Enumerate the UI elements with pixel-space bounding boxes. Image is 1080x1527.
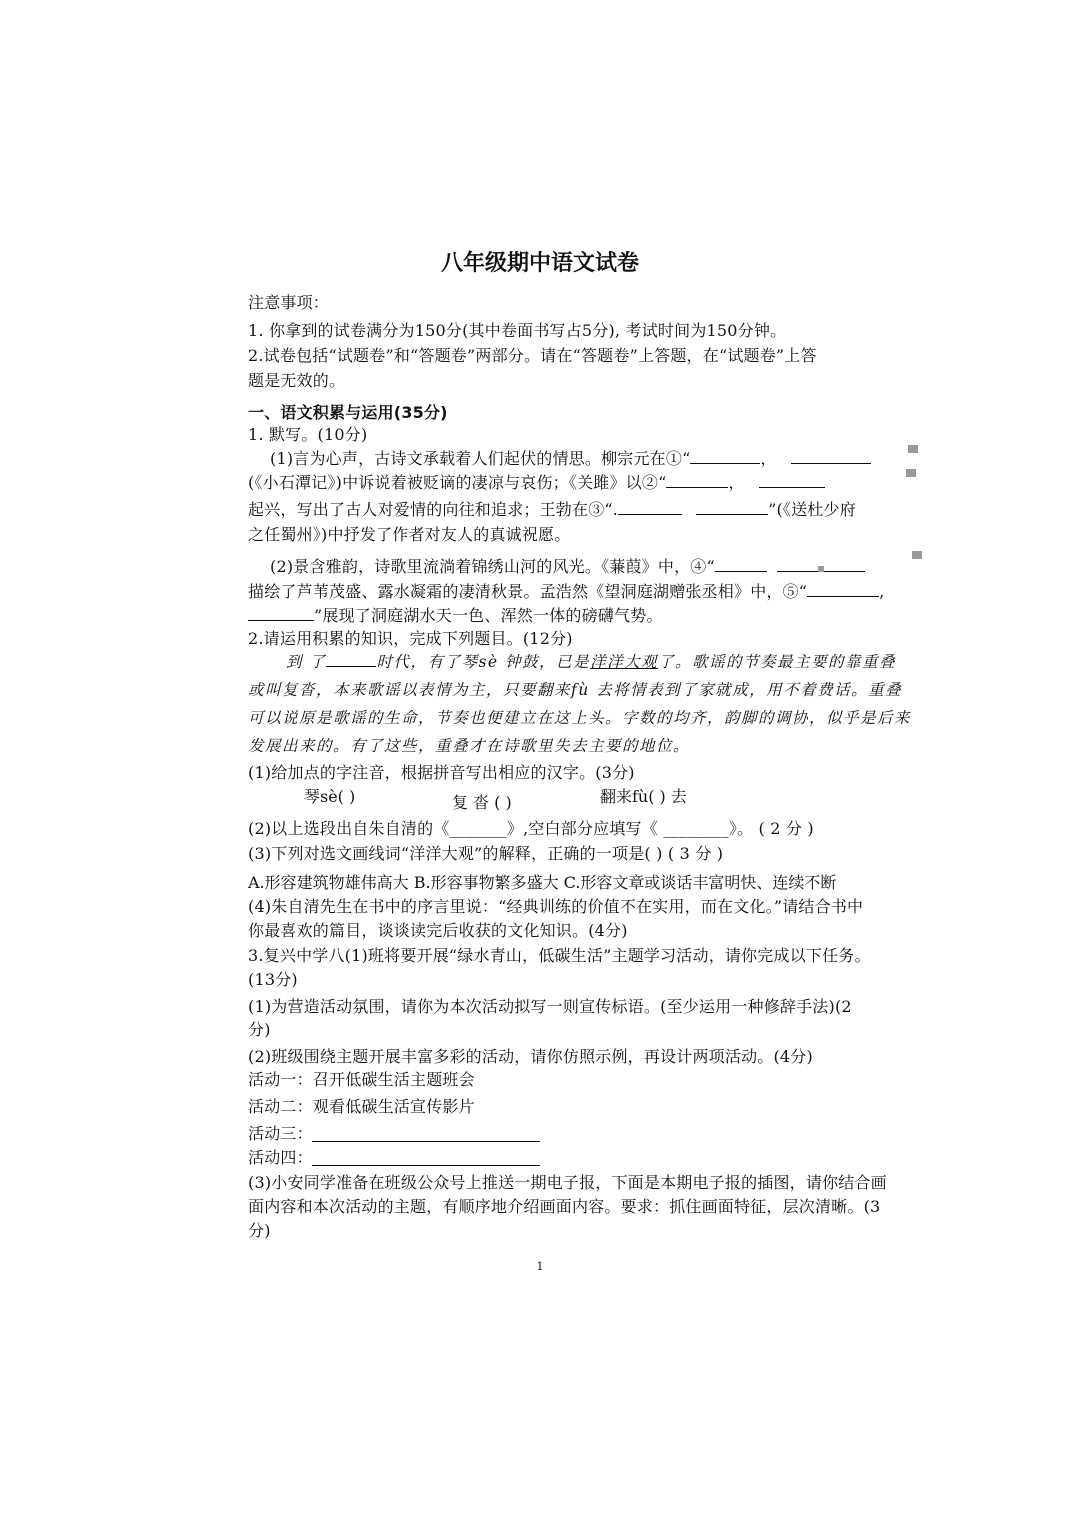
q1-part1-text: 起兴，写出了古人对爱情的向往和追求；王勃在③“. — [248, 500, 619, 519]
q1-part2-text: 描绘了芦苇茂盛、露水凝霜的凄清秋景。孟浩然《望洞庭湖赠张丞相》中，⑤“ — [248, 582, 808, 601]
q3-part3-line1: (3)小安同学准备在班级公众号上推送一期电子报，下面是本期电子报的插图，请你结合画 — [248, 1173, 887, 1192]
question-1-title: 1. 默写。(10分) — [248, 425, 368, 444]
q2-part1: (1)给加点的字注音，根据拼音写出相应的汉字。(3分) — [248, 763, 635, 782]
scan-mark — [908, 445, 918, 453]
scan-mark — [912, 551, 922, 559]
q3-part1-line2: 分) — [248, 1020, 271, 1039]
blank — [618, 498, 682, 515]
pinyin-item-3: 翻来fù( ) 去 — [600, 787, 687, 806]
page-title: 八年级期中语文试卷 — [440, 251, 639, 276]
scan-mark — [818, 566, 824, 572]
q2-part3-options: A.形容建筑物雄伟高大 B.形容事物繁多盛大 C.形容文章或谈话丰富明快、连续不断 — [248, 873, 837, 892]
scan-mark — [906, 469, 916, 477]
blank — [715, 555, 767, 572]
blank — [666, 471, 728, 488]
q1-part2-text: (2)景含雅韵，诗歌里流淌着锦绣山河的风光。《蒹葭》中，④“ — [270, 557, 715, 576]
q1-part1-line3 — [248, 498, 924, 521]
notice-heading: 注意事项： — [248, 293, 330, 312]
activity-1: 活动一：召开低碳生活主题班会 — [248, 1070, 475, 1089]
q1-part1-text: (1)言为心声，古诗文承载着人们起伏的情思。柳宗元在①“ — [270, 449, 691, 468]
blank — [807, 580, 879, 597]
q1-part2-line1 — [270, 555, 946, 578]
q2-part4-line2: 你最喜欢的篇目，谈谈读完后收获的文化知识。(4分) — [248, 921, 628, 940]
notice-item-1: 1. 你拿到的试卷满分为150分(其中卷面书写占5分), 考试时间为150分钟。 — [248, 321, 787, 340]
activity-3-answer-line — [312, 1140, 540, 1142]
q1-part1-text: (《小石潭记》)中诉说着被贬谪的凄凉与哀伤；《关雎》以②“ — [248, 473, 667, 492]
q2-part3: (3)下列对选文画线词“洋洋大观”的解释，正确的一项是( ) ( 3 分 ) — [248, 844, 724, 863]
blank — [326, 652, 376, 667]
passage-text: 到 了 — [286, 653, 327, 671]
blank — [696, 498, 768, 515]
activity-3: 活动三： — [248, 1124, 313, 1143]
underlined-phrase: 洋洋大观 — [590, 653, 659, 671]
blank — [791, 447, 871, 464]
q1-part2-line3 — [248, 604, 924, 627]
q3-part3-line3: 分) — [248, 1221, 271, 1240]
passage-line-1 — [286, 651, 962, 673]
page-number: 1 — [536, 1260, 544, 1273]
pinyin-item-1: 琴sè( ) — [304, 787, 356, 806]
q1-part2-text: ”展现了洞庭湖水天一色、浑然一体的磅礴气势。 — [314, 606, 663, 625]
passage-text: 时代，有了琴sè 钟鼓，已是 — [376, 653, 590, 671]
q1-part2-comma: , — [879, 582, 885, 601]
blank — [248, 604, 314, 621]
passage-line-3: 可以说原是歌谣的生命，节奏也便建立在这上头。字数的均齐，韵脚的调协，似乎是后来 — [248, 709, 912, 727]
q3-part2: (2)班级围绕主题开展丰富多彩的活动，请你仿照示例，再设计两项活动。(4分) — [248, 1047, 813, 1066]
q3-part1-line1: (1)为营造活动氛围，请你为本次活动拟写一则宣传标语。(至少运用一种修辞手法)(2 — [248, 997, 852, 1016]
q2-part2: (2)以上选段出自朱自清的《_______》,空白部分应填写《 ________》。 ( 2 分 ) — [248, 819, 814, 838]
question-2-title: 2.请运用积累的知识，完成下列题目。(12分) — [248, 629, 573, 648]
q1-part1-comma: ， — [728, 473, 745, 492]
q1-part1-comma: ， — [760, 449, 777, 468]
passage-line-4: 发展出来的。有了这些，重叠才在诗歌里失去主要的地位。 — [248, 737, 691, 755]
passage-text: 了。歌谣的节奏最主要的靠重叠 — [658, 653, 897, 671]
pinyin-item-2: 复 沓 ( ) — [452, 793, 512, 812]
section-heading: 一、语文积累与运用(35分) — [248, 403, 448, 422]
passage-line-2: 或叫复沓，本来歌谣以表情为主，只要翻来fù 去将情表到了家就成，用不着费话。重叠 — [248, 681, 903, 699]
q1-part1-line4: 之任蜀州》)中抒发了作者对友人的真诚祝愿。 — [248, 525, 571, 544]
question-3-score: (13分) — [248, 970, 298, 989]
q2-part4-line1: (4)朱自清先生在书中的序言里说：“经典训练的价值不在实用，而在文化。”请结合书中 — [248, 897, 864, 916]
activity-2: 活动二：观看低碳生活宣传影片 — [248, 1097, 475, 1116]
q1-part1-line2 — [248, 471, 924, 494]
notice-item-2: 2.试卷包括“试题卷”和“答题卷”两部分。请在“答题卷”上答题，在“试题卷”上答 — [248, 346, 817, 365]
q1-part1-line1 — [270, 447, 946, 470]
blank — [759, 471, 825, 488]
notice-item-2-cont: 题是无效的。 — [248, 371, 346, 390]
question-3-title: 3.复兴中学八(1)班将要开展“绿水青山，低碳生活”主题学习活动，请你完成以下任务。 — [248, 946, 871, 965]
q3-part3-line2: 面内容和本次活动的主题，有顺序地介绍画面内容。要求：抓住画面特征，层次清晰。(3 — [248, 1197, 881, 1216]
q1-part1-text: ”(《送杜少府 — [768, 500, 856, 519]
q1-part2-line2 — [248, 580, 924, 603]
activity-4: 活动四： — [248, 1148, 313, 1167]
activity-4-answer-line — [312, 1164, 540, 1166]
blank — [690, 447, 760, 464]
